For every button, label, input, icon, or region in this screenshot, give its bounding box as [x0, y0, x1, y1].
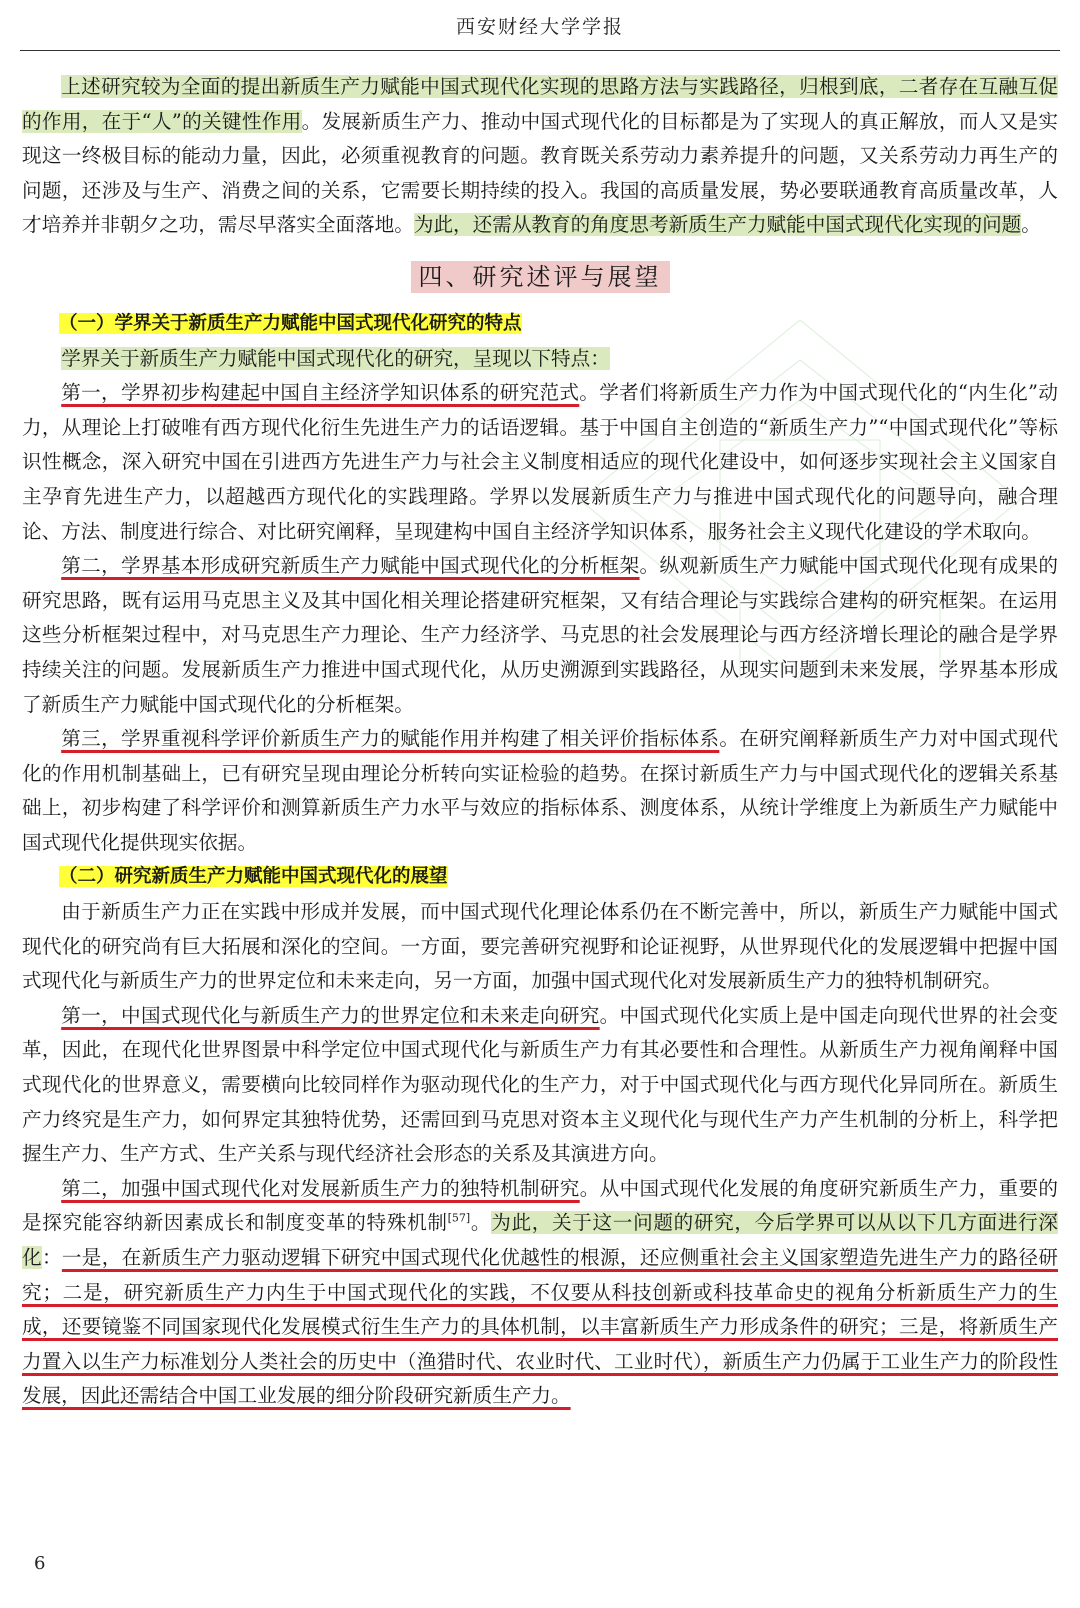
underlined-lead: 第一，中国式现代化与新质生产力的世界定位和未来走向研究 [61, 1003, 600, 1027]
text-run: 。发展新质生产力、推动中国式现代化的目标都是为了实现人的真正解放，而人又是实现这一终极目标的能动力量，因此，必须重视教育的问题。教育既关系劳动力素养提升的问题，又关系劳动力再生产的问题，还涉及与生产、消费之间的关系，它需要长期持续的投入。我国的高质量发展，势必要联通教育高质量改革，人才培养并非朝夕之功，需尽早落实全面落地。 [22, 109, 1058, 237]
header-rule [20, 50, 1060, 51]
text-run: 由于新质生产力正在实践中形成并发展，而中国式现代化理论体系仍在不断完善中，所以，新质生产力赋能中国式现代化的研究尚有巨大拓展和深化的空间。一方面，要完善研究视野和论证视野，从世界现代化的发展逻辑中把握中国式现代化与新质生产力的世界定位和未来走向，另一方面，加强中国式现代化对发展新质生产力的独特机制研究。 [22, 900, 1058, 993]
paragraph-sub1-intro [22, 342, 1058, 377]
underlined-lead: 第二，学界基本形成研究新质生产力赋能中国式现代化的分析框架 [61, 554, 640, 578]
subsection-heading-2 [22, 860, 1058, 895]
highlight-green: 为此，关于这一问题的研究，今后学界可以从以下几方面进行深化 [22, 1211, 1059, 1269]
highlight-green: 上述研究较为全面的提出新质生产力赋能中国式现代化实现的思路方法与实践路径，归根到底，二者存在互融互促的作用，在于“人”的关键性作用 [22, 75, 1058, 133]
citation-mark: [57] [447, 1211, 471, 1225]
underlined-lead: 第二，加强中国式现代化对发展新质生产力的独特机制研究 [61, 1176, 580, 1200]
paragraph-point-2 [22, 549, 1058, 722]
text-run: 。中国式现代化实质上是中国走向现代世界的社会变革，因此，在现代化世界图景中科学定位中国式现代化与新质生产力有其必要性和合理性。从新质生产力视角阐释中国式现代化的世界意义，需要横向比较同样作为驱动现代化的生产力，对于中国式现代化与西方现代化异同所在。新质生产力终究是生产力，如何界定其独特优势，还需回到马克思对资本主义现代化与现代生产力产生机制的分析上，科学把握生产力、生产方式、生产关系与现代经济社会形态的关系及其演进方向。 [22, 1003, 1059, 1166]
section-title [22, 257, 1058, 297]
text-run: 。纵观新质生产力赋能中国式现代化现有成果的研究思路，既有运用马克思主义及其中国化相关理论搭建研究框架，又有结合理论与实践综合建构的研究框架。在运用这些分析框架过程中，对马克思生产力理论、生产力经济学、马克思的社会发展理论与西方经济增长理论的融合是学界持续关注的问题。发展新质生产力推进中国式现代化，从历史溯源到实践路径，从现实问题到未来发展，学界基本形成了新质生产力赋能中国式现代化的分析框架。 [22, 554, 1059, 716]
paragraph-outlook-1 [22, 999, 1058, 1172]
subsection-heading-text: （一）学界关于新质生产力赋能中国式现代化研究的特点 [59, 312, 522, 334]
text-run: 。学者们将新质生产力作为中国式现代化的“内生化”动力，从理论上打破唯有西方现代化衍生先进生产力的话语逻辑。基于中国自主创造的“新质生产力”“中国式现代化”等标识性概念，深入研究中国在引进西方先进生产力与社会主义制度相适应的现代化建设中，如何逐步实现社会主义国家自主孕育先进生产力，以超越西方现代化的实践理路。学界以发展新质生产力与推进中国式现代化的问题导向，融合理论、方法、制度进行综合、对比研究阐释，呈现建构中国自主经济学知识体系，服务社会主义现代化建设的学术取向。 [22, 381, 1058, 543]
underlined-lead: 第一，学界初步构建起中国自主经济学知识体系的研究范式 [61, 381, 580, 405]
page-number: 6 [34, 1553, 46, 1574]
highlight-green: 学界关于新质生产力赋能中国式现代化的研究，呈现以下特点： [61, 346, 610, 370]
section-title-text: 四、研究述评与展望 [411, 261, 670, 293]
subsection-heading-text: （二）研究新质生产力赋能中国式现代化的展望 [59, 866, 448, 888]
underlined-lead: 第三，学界重视科学评价新质生产力的赋能作用并构建了相关评价指标体系 [61, 727, 720, 751]
paragraph-intro [22, 70, 1058, 243]
text-run: 。 [1021, 213, 1041, 237]
paragraph-point-3 [22, 722, 1058, 860]
text-run: 。 [470, 1211, 492, 1235]
text-run: ： [41, 1246, 62, 1269]
text-run: 。从中国式现代化发展的角度研究新质生产力，重要的是探究能容纳新因素成长和制度变革的特殊机制 [22, 1176, 1059, 1235]
article-body [22, 70, 1058, 1414]
paragraph-outlook-2 [22, 1172, 1058, 1414]
highlight-green: 为此，还需从教育的角度思考新质生产力赋能中国式现代化实现的问题 [413, 213, 1022, 237]
text-run: 。在研究阐释新质生产力对中国式现代化的作用机制基础上，已有研究呈现由理论分析转向实证检验的趋势。在探讨新质生产力与中国式现代化的逻辑关系基础上，初步构建了科学评价和测算新质生产力水平与效应的指标体系、测度体系，从统计学维度上为新质生产力赋能中国式现代化提供现实依据。 [22, 727, 1059, 854]
paragraph-outlook [22, 895, 1058, 999]
running-header: 西安财经大学学报 [455, 16, 624, 38]
underlined-text: 一是，在新质生产力驱动逻辑下研究中国式现代化优越性的根源，还应侧重社会主义国家塑造先进生产力的路径研究；二是，研究新质生产力内生于中国式现代化的实践，不仅要从科技创新或科技革命史的视角分析新质生产力的生成，还要镜鉴不同国家现代化发展模式衍生生产力的具体机制，以丰富新质生产力形成条件的研究；三是，将新质生产力置入以生产力标准划分人类社会的历史中（渔猎时代、农业时代、工业时代），新质生产力仍属于工业生产力的阶段性发展，因此还需结合中国工业发展的细分阶段研究新质生产力。 [22, 1246, 1059, 1408]
paragraph-point-1 [22, 376, 1058, 549]
subsection-heading-1 [22, 307, 1058, 342]
